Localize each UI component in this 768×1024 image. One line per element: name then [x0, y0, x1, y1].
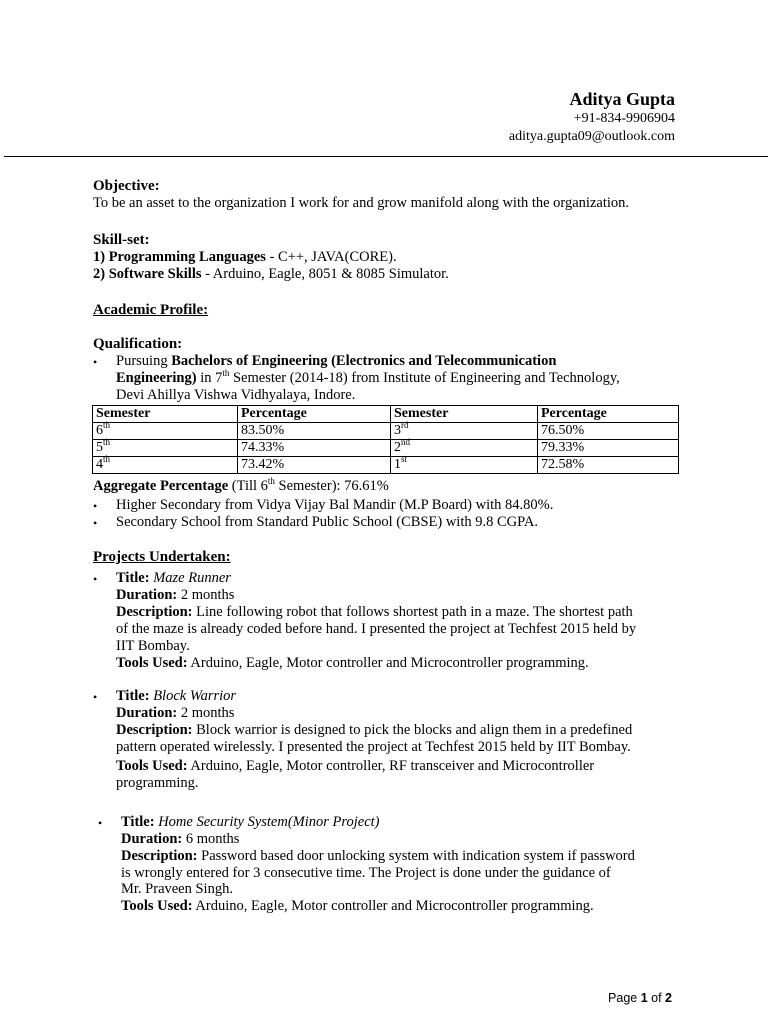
ordinal-suffix: th: [267, 476, 275, 486]
project-title-line: [116, 570, 231, 587]
skill-programming-languages: [93, 249, 397, 266]
project-duration-line: [116, 587, 234, 604]
bullet-icon: •: [93, 516, 98, 530]
semester-cell: [93, 437, 238, 457]
degree-name-cont: Engineering): [116, 370, 197, 386]
title-label: Title:: [116, 570, 150, 586]
ordinal-suffix: th: [103, 454, 111, 464]
university-line: Devi Ahillya Vishwa Vidhyalaya, Indore.: [116, 387, 356, 403]
title-label: Title:: [121, 814, 155, 830]
semester-number: 2: [394, 440, 401, 455]
table-header-cell: Semester: [391, 406, 538, 423]
project-tools: Arduino, Eagle, Motor controller and Microcontroller programming.: [195, 898, 594, 914]
skill-value: - C++, JAVA(CORE).: [265, 249, 397, 265]
candidate-name: Aditya Gupta: [569, 89, 675, 109]
email-address: aditya.gupta09@outlook.com: [508, 129, 675, 144]
skill-label: 2) Software Skills: [93, 266, 202, 282]
current-page: 1: [640, 991, 648, 1005]
semester-cell: [391, 437, 538, 457]
semester-cell: [391, 454, 538, 474]
semester-cell: [93, 454, 238, 474]
table-header-cell: Percentage: [538, 406, 679, 423]
table-row: [93, 457, 679, 474]
project-description-line: [116, 604, 633, 621]
percentage-cell: 74.33%: [238, 440, 391, 457]
table-header-cell: Semester: [93, 406, 238, 423]
academic-profile-heading: Academic Profile:: [93, 302, 209, 318]
ordinal-suffix: nd: [401, 437, 410, 447]
project-description-line: IIT Bombay.: [116, 638, 190, 654]
institute-text: Semester (2014-18) from Institute of Engineering and Technology,: [229, 370, 620, 386]
table-header-row: [93, 406, 679, 423]
project-duration-line: [121, 831, 239, 848]
ordinal-suffix: rd: [401, 420, 409, 430]
project-description-line: of the maze is already coded before hand. I presented the project at Techfest 2015 held by: [116, 621, 637, 637]
ordinal-suffix: th: [103, 420, 111, 430]
project-tools-line: programming.: [116, 775, 199, 791]
aggregate-value: Semester): 76.61%: [274, 478, 389, 494]
percentage-cell: 76.50%: [538, 423, 679, 440]
project-tools: Arduino, Eagle, Motor controller, RF transceiver and Microcontroller: [190, 758, 595, 774]
semester-number: 3: [394, 423, 401, 438]
project-tools-line: [116, 758, 594, 775]
skill-label: 1) Programming Languages: [93, 249, 266, 265]
project-title: Block Warrior: [153, 688, 237, 704]
description-label: Description:: [116, 722, 193, 738]
tools-label: Tools Used:: [116, 655, 188, 671]
project-description-line: is wrongly entered for 3 consecutive time. The Project is done under the guidance of: [121, 865, 611, 881]
project-tools-line: [121, 898, 594, 915]
project-description-line: [121, 848, 635, 865]
project-duration-line: [116, 705, 234, 722]
semester-text: in 7: [196, 370, 223, 386]
project-title-line: [121, 814, 380, 831]
description-label: Description:: [121, 848, 198, 864]
project-duration: 2 months: [180, 587, 235, 603]
project-title: Maze Runner: [153, 570, 231, 586]
objective-text: To be an asset to the organization I work for and grow manifold along with the organization.: [93, 195, 630, 211]
table-header-cell: Percentage: [238, 406, 391, 423]
higher-secondary-item: Higher Secondary from Vidya Vijay Bal Mandir (M.P Board) with 84.80%.: [116, 497, 554, 513]
skill-software-skills: [93, 266, 449, 283]
page-label: Page: [608, 991, 641, 1005]
bullet-icon: •: [93, 690, 98, 704]
project-description-line: pattern operated wirelessly. I presented the project at Techfest 2015 held by IIT Bombay.: [116, 739, 631, 755]
duration-label: Duration:: [116, 587, 178, 603]
page-of-label: of: [647, 991, 666, 1005]
degree-name: Bachelors of Engineering (Electronics and Telecommunication: [171, 353, 557, 369]
objective-heading: Objective:: [93, 178, 160, 194]
project-tools: Arduino, Eagle, Motor controller and Microcontroller programming.: [190, 655, 589, 671]
page-number: [608, 990, 672, 1007]
aggregate-text: (Till 6: [228, 478, 268, 494]
projects-heading: Projects Undertaken:: [93, 549, 231, 565]
ordinal-suffix: th: [222, 368, 230, 378]
header-divider: [4, 156, 768, 157]
bullet-icon: •: [98, 816, 103, 830]
ordinal-suffix: th: [103, 437, 111, 447]
degree-line-1: [116, 353, 556, 370]
phone-number: +91-834-9906904: [573, 111, 675, 126]
total-pages: 2: [665, 991, 672, 1005]
project-duration: 6 months: [185, 831, 240, 847]
aggregate-percentage: [93, 478, 389, 495]
project-description-line: Mr. Praveen Singh.: [121, 881, 233, 897]
tools-label: Tools Used:: [116, 758, 188, 774]
project-description: Line following robot that follows shortest path in a maze. The shortest path: [196, 604, 633, 620]
duration-label: Duration:: [121, 831, 183, 847]
percentage-cell: 83.50%: [238, 423, 391, 440]
aggregate-label: Aggregate Percentage: [93, 478, 229, 494]
tools-label: Tools Used:: [121, 898, 193, 914]
percentage-cell: 72.58%: [538, 457, 679, 474]
skillset-heading: Skill-set:: [93, 232, 150, 248]
project-title: Home Security System(Minor Project): [158, 814, 380, 830]
project-description: Block warrior is designed to pick the blocks and align them in a predefined: [196, 722, 633, 738]
project-title-line: [116, 688, 236, 705]
percentage-cell: 73.42%: [238, 457, 391, 474]
bullet-icon: •: [93, 499, 98, 513]
title-label: Title:: [116, 688, 150, 704]
degree-line-2: [116, 370, 620, 387]
semester-cell: [391, 420, 538, 440]
skill-value: - Arduino, Eagle, 8051 & 8085 Simulator.: [201, 266, 449, 282]
semester-number: 6: [96, 423, 103, 438]
pursuing-label: Pursuing: [116, 353, 172, 369]
project-duration: 2 months: [180, 705, 235, 721]
semester-number: 4: [96, 457, 103, 472]
semester-cell: [93, 420, 238, 440]
semester-grades-table: [92, 405, 679, 474]
secondary-school-item: Secondary School from Standard Public School (CBSE) with 9.8 CGPA.: [116, 514, 538, 530]
project-description: Password based door unlocking system with indication system if password: [201, 848, 635, 864]
table-row: [93, 423, 679, 440]
bullet-icon: •: [93, 572, 98, 586]
qualification-heading: Qualification:: [93, 336, 183, 352]
semester-number: 1: [394, 457, 401, 472]
project-description-line: [116, 722, 632, 739]
bullet-icon: •: [93, 355, 98, 369]
semester-number: 5: [96, 440, 103, 455]
table-row: [93, 440, 679, 457]
percentage-cell: 79.33%: [538, 440, 679, 457]
resume-header: [509, 88, 675, 146]
description-label: Description:: [116, 604, 193, 620]
duration-label: Duration:: [116, 705, 178, 721]
ordinal-suffix: st: [401, 454, 408, 464]
project-tools-line: [116, 655, 589, 672]
